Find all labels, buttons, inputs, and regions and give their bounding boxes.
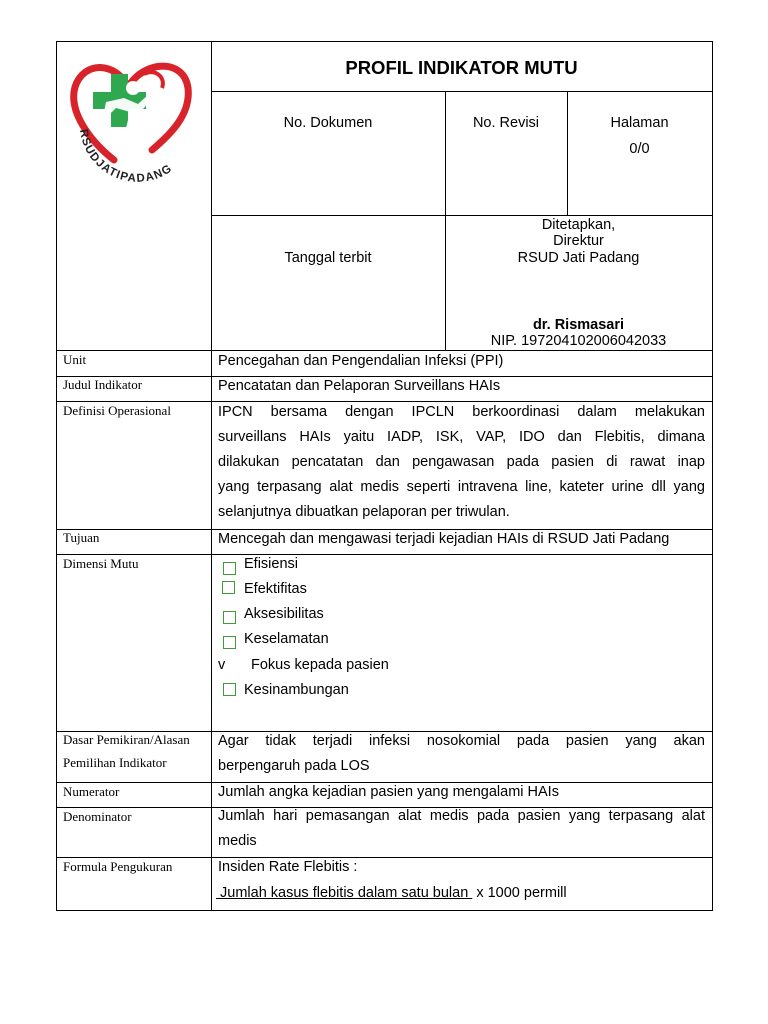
dimensi-item: Kesinambungan (244, 682, 349, 698)
dasar-line: berpengaruh pada LOS (218, 758, 370, 774)
signer-name: dr. Rismasari (532, 317, 625, 333)
dimensi-item: Fokus kepada pasien (251, 657, 389, 673)
judul-label: Judul Indikator (63, 377, 143, 392)
numerator-label: Numerator (63, 784, 120, 799)
formula-suffix: x 1000 permill (472, 885, 567, 901)
halaman-label: Halaman (610, 115, 669, 131)
definisi-line: selanjutnya dibuatkan pelaporan per triwulan. (218, 504, 510, 520)
definisi-text (218, 400, 705, 525)
no-revisi-label: No. Revisi (472, 115, 540, 131)
rsud-label: RSUD Jati Padang (517, 250, 640, 266)
definisi-line: dilakukan pencatatan dan pengawasan pada pasien di rawat inap (218, 454, 705, 470)
denominator-line: Jumlah hari pemasangan alat medis pada pasien yang terpasang alat (218, 808, 705, 824)
dimensi-item: Efisiensi (244, 556, 298, 572)
denominator-label: Denominator (63, 809, 132, 824)
dimensi-item: Keselamatan (244, 631, 329, 647)
checkbox-efisiensi[interactable] (223, 562, 236, 575)
direktur-label: Direktur (553, 233, 604, 249)
unit-label: Unit (63, 352, 87, 367)
definisi-line: surveillans HAIs yaitu IADP, ISK, VAP, IDO dan Flebitis, dimana (218, 429, 705, 445)
checkbox-aksesibilitas[interactable] (223, 611, 236, 624)
hospital-logo (66, 52, 196, 192)
tujuan-value: Mencegah dan mengawasi terjadi kejadian HAIs di RSUD Jati Padang (218, 531, 670, 547)
formula-numerator: Jumlah kasus flebitis dalam satu bulan (216, 885, 473, 901)
judul-value: Pencatatan dan Pelaporan Surveillans HAIs (218, 378, 501, 394)
denominator-line: medis (218, 833, 257, 849)
ditetapkan-label: Ditetapkan, (541, 217, 616, 233)
dasar-text (218, 729, 705, 779)
dimensi-label: Dimensi Mutu (63, 556, 139, 571)
definisi-line: yang terpasang alat medis seperti intravena line, kateter urine dll yang (218, 479, 705, 495)
unit-value: Pencegahan dan Pengendalian Infeksi (PPI) (218, 353, 504, 369)
dimensi-item: Efektifitas (244, 581, 307, 597)
formula-fraction (216, 885, 567, 902)
tujuan-label: Tujuan (63, 530, 100, 545)
no-dokumen-label: No. Dokumen (283, 115, 373, 131)
numerator-value: Jumlah angka kejadian pasien yang mengalami HAIs (218, 784, 559, 800)
halaman-value: 0/0 (629, 141, 650, 157)
dimensi-item: Aksesibilitas (244, 606, 324, 622)
dasar-label-line1: Dasar Pemikiran/Alasan (63, 732, 190, 747)
page-title: PROFIL INDIKATOR MUTU (345, 57, 578, 78)
signer-nip: NIP. 197204102006042033 (490, 333, 667, 349)
definisi-label: Definisi Operasional (63, 403, 171, 418)
checkbox-efektifitas[interactable] (222, 581, 235, 594)
tanggal-terbit-label: Tanggal terbit (284, 250, 372, 266)
formula-line1: Insiden Rate Flebitis : (218, 859, 358, 875)
check-mark: v (218, 657, 226, 673)
checkbox-keselamatan[interactable] (223, 636, 236, 649)
logo-text: RSUDJATIPADANG (76, 128, 175, 185)
denominator-text (218, 804, 705, 854)
definisi-line: IPCN bersama dengan IPCLN berkoordinasi dalam melakukan (218, 404, 705, 420)
dasar-line: Agar tidak terjadi infeksi nosokomial pada pasien yang akan (218, 733, 705, 749)
checkbox-kesinambungan[interactable] (223, 683, 236, 696)
dasar-label-line2: Pemilihan Indikator (63, 755, 167, 770)
formula-label: Formula Pengukuran (63, 859, 173, 874)
